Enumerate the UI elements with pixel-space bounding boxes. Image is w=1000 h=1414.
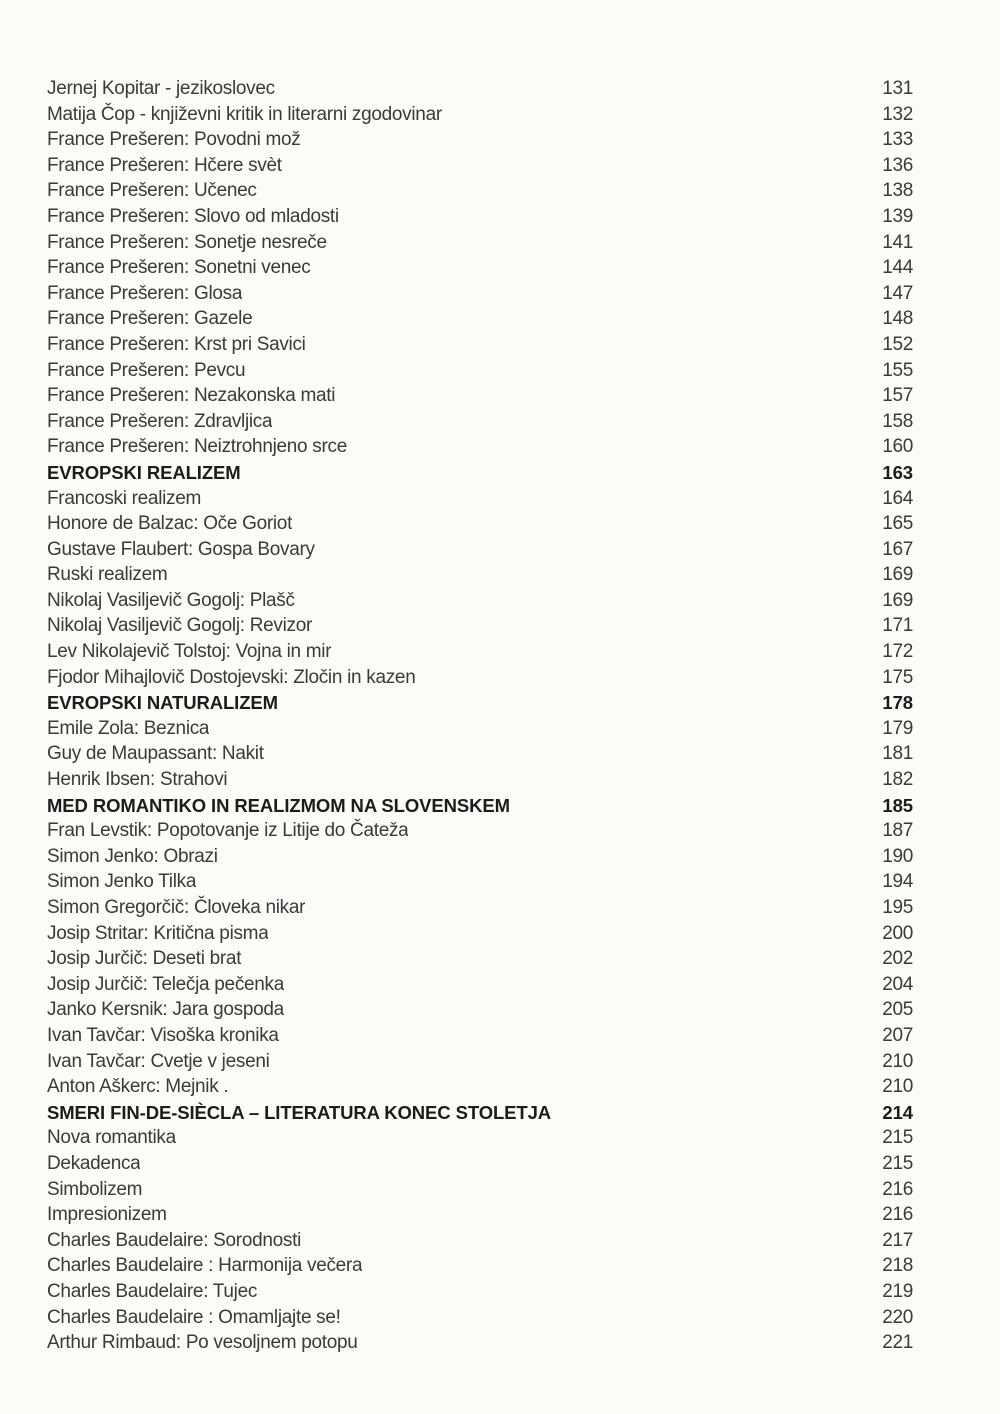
entry-title: Josip Jurčič: Telečja pečenka [47, 973, 285, 995]
page-number: 200 [882, 922, 913, 944]
toc-entry [47, 1305, 913, 1331]
toc-entry [47, 1023, 913, 1049]
toc-entry [47, 358, 913, 384]
entry-title: Anton Aškerc: Mejnik . [47, 1076, 229, 1098]
toc-entry [47, 1177, 913, 1203]
entry-title: France Prešeren: Nezakonska mati [47, 385, 336, 407]
entry-title: France Prešeren: Neiztrohnjeno srce [47, 436, 347, 458]
page-number: 215 [882, 1127, 913, 1149]
toc-entry [47, 946, 913, 972]
toc-entry [47, 1074, 913, 1100]
page-number: 139 [882, 205, 913, 227]
table-of-contents [47, 76, 913, 1356]
entry-title: Matija Čop - književni kritik in literarni zgodovinar [47, 103, 442, 125]
entry-title: Charles Baudelaire : Harmonija večera [47, 1255, 363, 1277]
entry-title: Lev Nikolajevič Tolstoj: Vojna in mir [47, 641, 332, 663]
toc-entry [47, 997, 913, 1023]
entry-title: France Prešeren: Hčere svèt [47, 154, 282, 176]
entry-title: Fjodor Mihajlovič Dostojevski: Zločin in kazen [47, 666, 416, 688]
toc-entry [47, 383, 913, 409]
entry-title: Ruski realizem [47, 564, 168, 586]
entry-title: Charles Baudelaire: Tujec [47, 1280, 258, 1302]
toc-entry [47, 332, 913, 358]
toc-entry [47, 1202, 913, 1228]
page-number: 207 [882, 1024, 913, 1046]
toc-entry [47, 1228, 913, 1254]
toc-entry [47, 102, 913, 128]
page-number: 178 [882, 692, 913, 714]
entry-title: France Prešeren: Slovo od mladosti [47, 205, 339, 227]
toc-entry [47, 255, 913, 281]
toc-entry [47, 562, 913, 588]
entry-title: Ivan Tavčar: Cvetje v jeseni [47, 1050, 270, 1072]
page-number: 152 [882, 333, 913, 355]
page-number: 165 [882, 513, 913, 535]
toc-entry [47, 639, 913, 665]
toc-entry [47, 844, 913, 870]
toc-entry [47, 1279, 913, 1305]
page-number: 194 [882, 871, 913, 893]
toc-entry [47, 1125, 913, 1151]
entry-title: Fran Levstik: Popotovanje iz Litije do Čateža [47, 820, 409, 842]
page-number: 175 [882, 666, 913, 688]
page-number: 147 [882, 282, 913, 304]
toc-entry [47, 486, 913, 512]
page-number: 179 [882, 717, 913, 739]
entry-title: France Prešeren: Pevcu [47, 359, 246, 381]
entry-title: Nova romantika [47, 1127, 176, 1149]
page-number: 221 [882, 1332, 913, 1354]
toc-entry [47, 76, 913, 102]
toc-entry [47, 178, 913, 204]
entry-title: Janko Kersnik: Jara gospoda [47, 999, 284, 1021]
page-number: 131 [882, 78, 913, 99]
entry-title: France Prešeren: Gazele [47, 308, 253, 330]
entry-title: Charles Baudelaire: Sorodnosti [47, 1229, 301, 1251]
page-number: 218 [882, 1255, 913, 1277]
toc-entry [47, 511, 913, 537]
toc-entry [47, 741, 913, 767]
section-title: MED ROMANTIKO IN REALIZMOM NA SLOVENSKEM [47, 794, 510, 816]
toc-entry [47, 972, 913, 998]
entry-title: France Prešeren: Glosa [47, 282, 243, 304]
toc-entry [47, 1151, 913, 1177]
toc-entry [47, 434, 913, 460]
section-title: EVROPSKI NATURALIZEM [47, 692, 278, 714]
section-title: SMERI FIN-DE-SIÈCLA – LITERATURA KONEC STOLETJA [47, 1101, 552, 1123]
entry-title: Simon Gregorčič: Človeka nikar [47, 897, 306, 918]
page-number: 210 [882, 1050, 913, 1072]
entry-title: Simon Jenko Tilka [47, 871, 197, 893]
page-number: 219 [882, 1280, 913, 1302]
toc-entry [47, 895, 913, 921]
entry-title: Honore de Balzac: Oče Goriot [47, 513, 293, 535]
entry-title: Dekadenca [47, 1152, 141, 1174]
page-number: 148 [882, 308, 913, 330]
entry-title: France Prešeren: Zdravljica [47, 410, 273, 432]
page-number: 195 [882, 897, 913, 918]
toc-section-heading [47, 690, 913, 716]
page-number: 133 [882, 129, 913, 151]
entry-title: Josip Stritar: Kritična pisma [47, 922, 269, 944]
page-number: 220 [882, 1306, 913, 1328]
entry-title: Guy de Maupassant: Nakit [47, 743, 264, 765]
section-title: EVROPSKI REALIZEM [47, 461, 241, 483]
page-number: 144 [882, 257, 913, 279]
page-number: 163 [882, 461, 913, 483]
toc-entry [47, 230, 913, 256]
page-number: 187 [882, 820, 913, 842]
page-number: 158 [882, 410, 913, 432]
page-number: 182 [882, 769, 913, 791]
page-number: 138 [882, 180, 913, 202]
toc-section-heading [47, 1100, 913, 1126]
entry-title: Simon Jenko: Obrazi [47, 845, 218, 867]
entry-title: Henrik Ibsen: Strahovi [47, 769, 228, 791]
page-number: 215 [882, 1152, 913, 1174]
toc-entry [47, 153, 913, 179]
page-number: 172 [882, 641, 913, 663]
page-number: 202 [882, 948, 913, 970]
toc-entry [47, 1049, 913, 1075]
page-number: 132 [882, 103, 913, 125]
toc-section-heading [47, 460, 913, 486]
page-number: 181 [882, 743, 913, 765]
page-number: 214 [882, 1101, 913, 1123]
page-number: 169 [882, 564, 913, 586]
toc-entry [47, 588, 913, 614]
entry-title: Gustave Flaubert: Gospa Bovary [47, 538, 315, 560]
page-number: 216 [882, 1178, 913, 1200]
entry-title: Charles Baudelaire : Omamljajte se! [47, 1306, 341, 1328]
entry-title: Ivan Tavčar: Visoška kronika [47, 1024, 279, 1046]
page-number: 190 [882, 845, 913, 867]
entry-title: Impresionizem [47, 1204, 167, 1226]
toc-entry [47, 613, 913, 639]
page-number: 167 [882, 538, 913, 560]
entry-title: France Prešeren: Povodni mož [47, 129, 301, 151]
toc-entry [47, 537, 913, 563]
page-number: 169 [882, 589, 913, 611]
page-number: 160 [882, 436, 913, 458]
entry-title: Simbolizem [47, 1178, 143, 1200]
page-number: 155 [882, 359, 913, 381]
toc-entry [47, 1253, 913, 1279]
page-number: 216 [882, 1204, 913, 1226]
page-number: 205 [882, 999, 913, 1021]
entry-title: France Prešeren: Učenec [47, 180, 257, 202]
entry-title: Josip Jurčič: Deseti brat [47, 948, 242, 970]
entry-title: France Prešeren: Sonetje nesreče [47, 231, 327, 253]
page-number: 157 [882, 385, 913, 407]
toc-entry [47, 665, 913, 691]
page-number: 204 [882, 973, 913, 995]
page-number: 136 [882, 154, 913, 176]
entry-title: France Prešeren: Sonetni venec [47, 257, 311, 279]
entry-title: Francoski realizem [47, 487, 202, 509]
entry-title: Arthur Rimbaud: Po vesoljnem potopu [47, 1332, 358, 1354]
toc-entry [47, 204, 913, 230]
toc-section-heading [47, 793, 913, 819]
toc-entry [47, 716, 913, 742]
toc-entry [47, 1330, 913, 1356]
entry-title: France Prešeren: Krst pri Savici [47, 333, 306, 355]
toc-entry [47, 409, 913, 435]
entry-title: Jernej Kopitar - jezikoslovec [47, 78, 275, 99]
page-number: 164 [882, 487, 913, 509]
page-number: 217 [882, 1229, 913, 1251]
toc-entry [47, 767, 913, 793]
toc-entry [47, 281, 913, 307]
page-number: 210 [882, 1076, 913, 1098]
toc-entry [47, 306, 913, 332]
toc-entry [47, 921, 913, 947]
entry-title: Nikolaj Vasiljevič Gogolj: Revizor [47, 615, 313, 637]
page-number: 171 [882, 615, 913, 637]
toc-entry [47, 869, 913, 895]
toc-entry [47, 818, 913, 844]
entry-title: Emile Zola: Beznica [47, 717, 210, 739]
page-number: 185 [882, 794, 913, 816]
entry-title: Nikolaj Vasiljevič Gogolj: Plašč [47, 589, 295, 611]
page-number: 141 [882, 231, 913, 253]
toc-entry [47, 127, 913, 153]
